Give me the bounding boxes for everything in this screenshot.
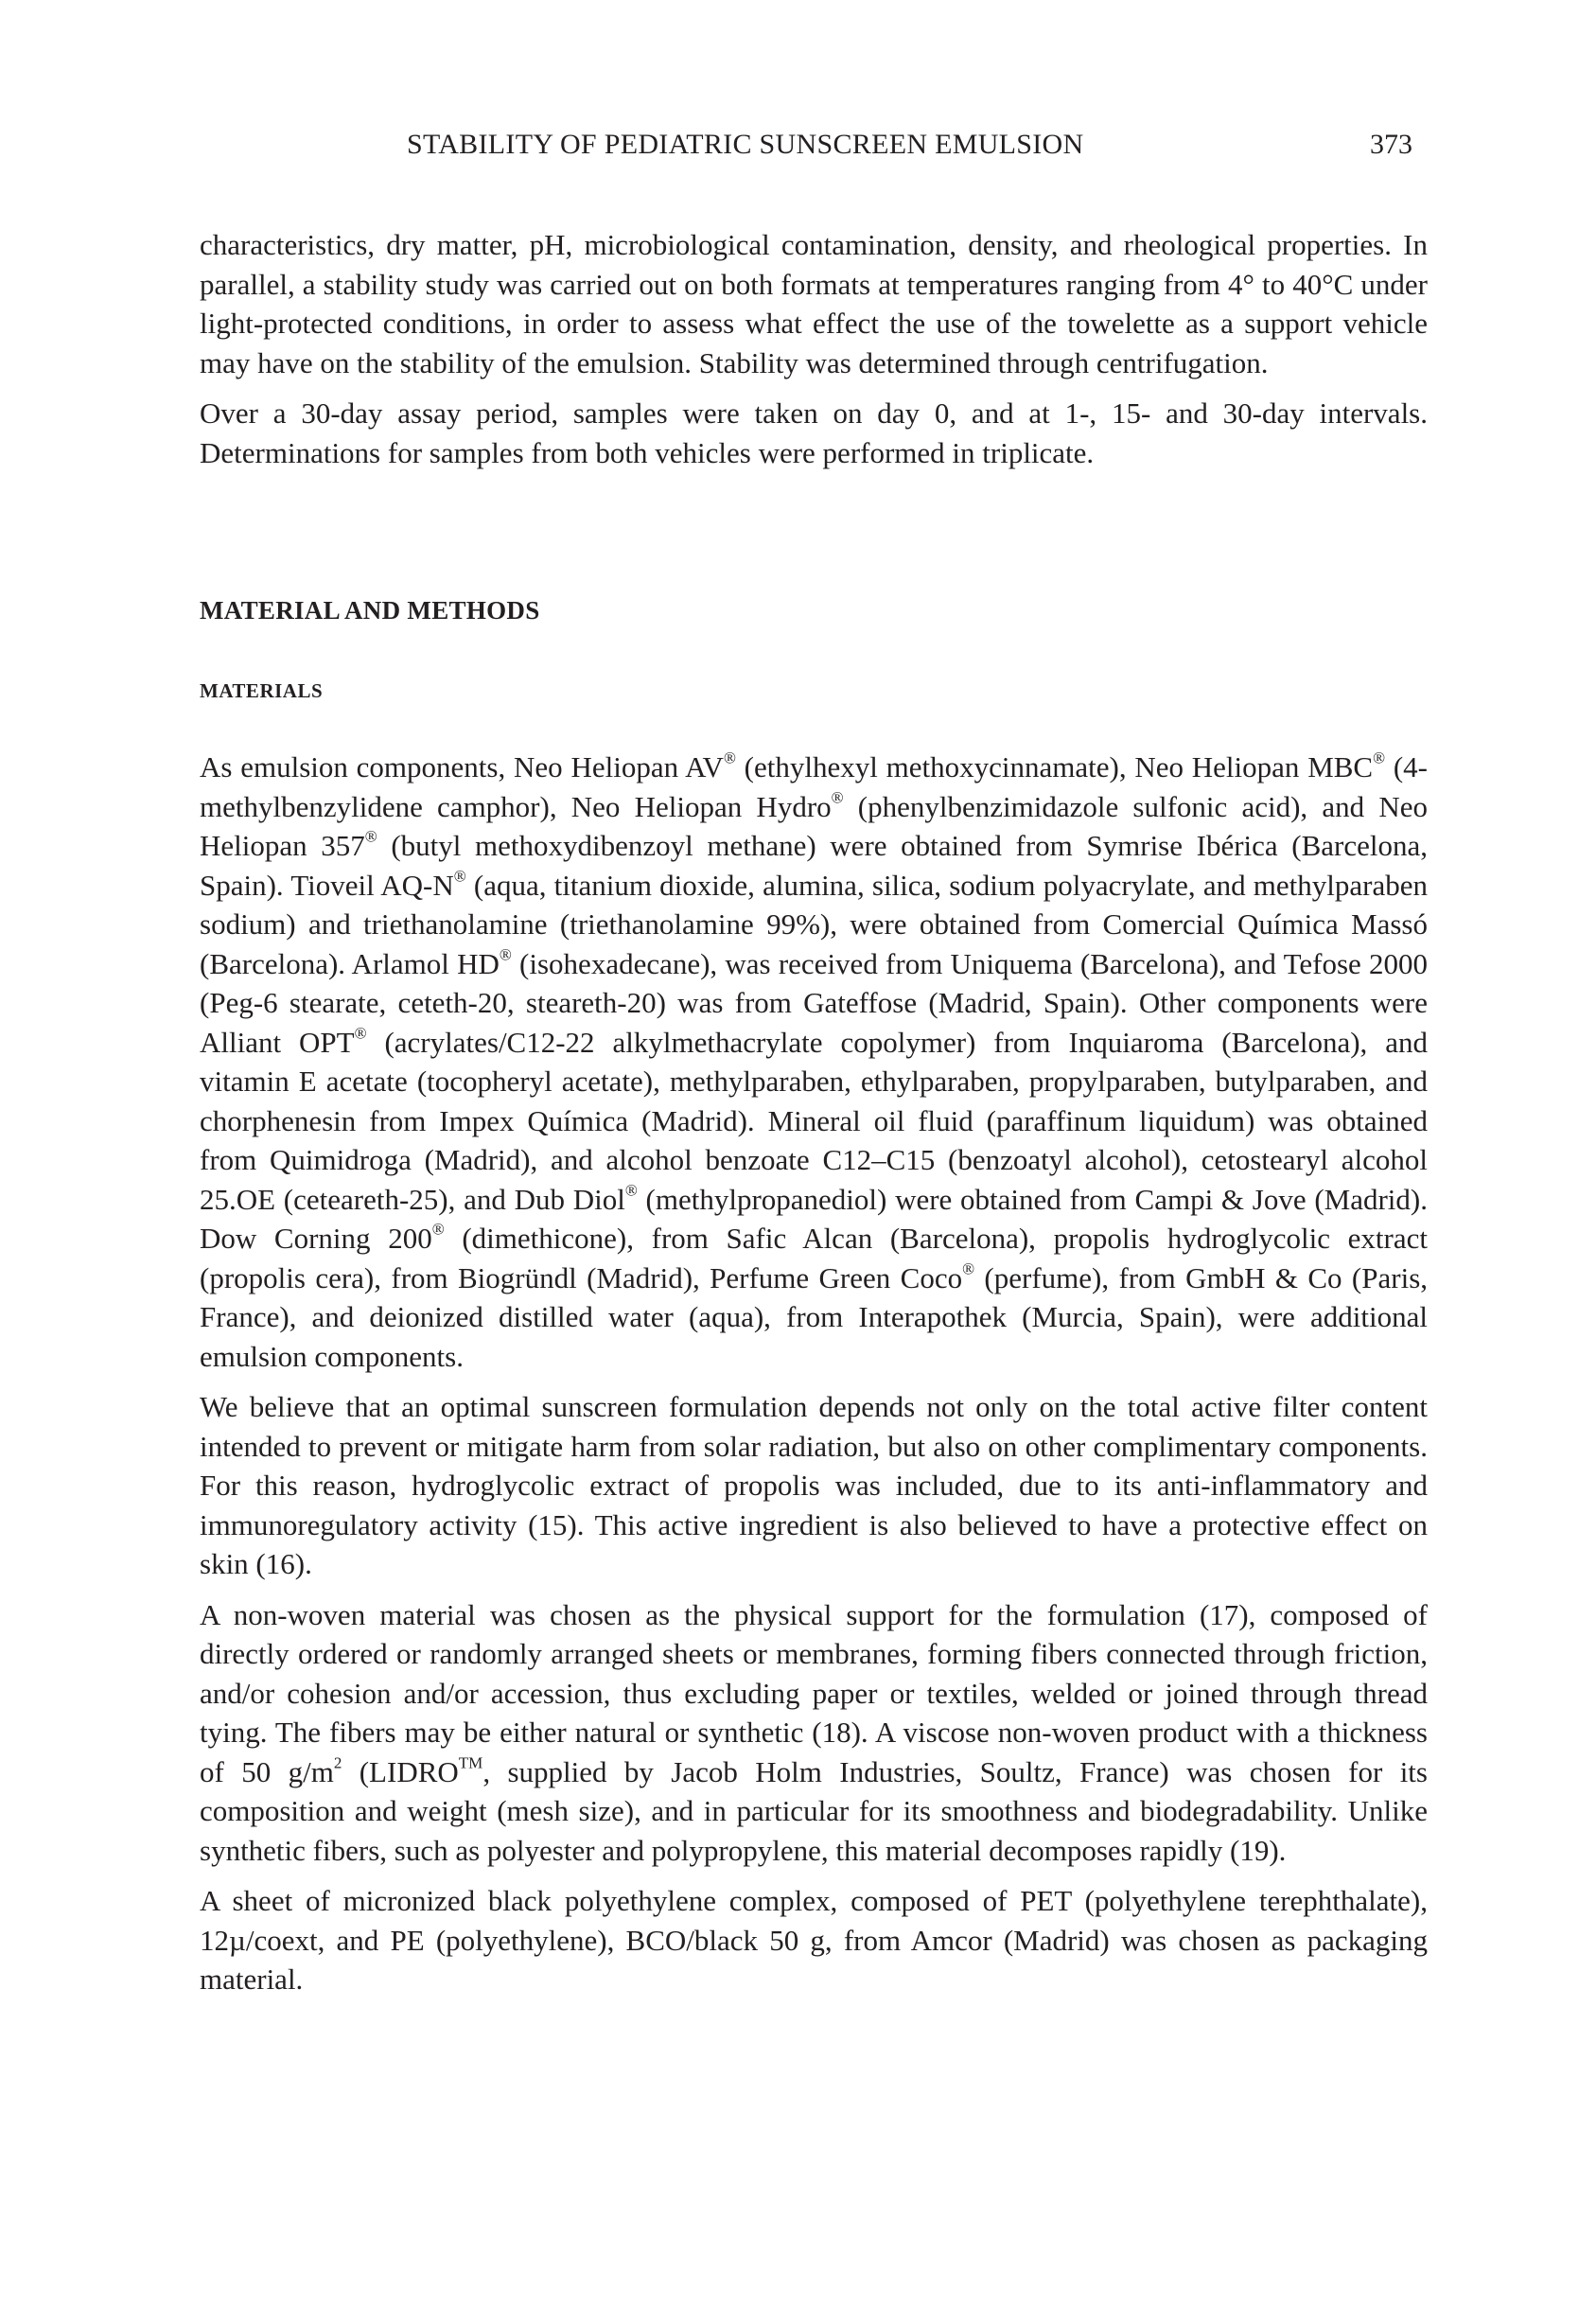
paragraph-components: As emulsion components, Neo Heliopan AV® (ethylhexyl methoxycinnamate), Neo Heliopan MBC® (4-methylbenzylidene camphor), Neo Heliopan Hydro® (phenylbenzimidazole sulfonic acid), and Neo Heliopan 357® (butyl methoxydibenzoyl methane) were obtained from Symrise Ibérica (Barcelona, Spain). Tioveil AQ-N® (aqua, titanium dioxide, alumina, silica, sodium polyacrylate, and methylparaben sodium) and triethanolamine (triethanolamine 99%), were obtained from Comercial Química Massó (Barcelona). Arlamol HD® (isohexadecane), was received from Uniquema (Barcelona), and Tefose 2000 (Peg-6 stearate, ceteth-20, steareth-20) was from Gateffose (Madrid, Spain). Other components were Alliant OPT® (acrylates/C12-22 alkylmethacrylate copolymer) from Inquiaroma (Barcelona), and vitamin E acetate (tocopheryl acetate), methylparaben, ethylparaben, propylparaben, butylparaben, and chorphenesin from Impex Química (Madrid). Mineral oil fluid (paraffinum liquidum) was obtained from Quimidroga (Madrid), and alcohol benzoate C12–C15 (benzoatyl alcohol), cetostearyl alcohol 25.OE (ceteareth-25), and Dub Diol® (methylpropanediol) were obtained from Campi & Jove (Madrid). Dow Corning 200® (dimethicone), from Safic Alcan (Barcelona), propolis hydroglycolic extract (propolis cera), from Biogründl (Madrid), Perfume Green Coco® (perfume), from GmbH & Co (Paris, France), and deionized distilled water (aqua), from Interapothek (Murcia, Spain), were additional emulsion components. (200, 748, 1429, 1373)
paragraph-packaging: A sheet of micronized black polyethylene complex, composed of PET (polyethylene terephthalate), 12µ/coext, and PE (polyethylene), BCO/black 50 g, from Amcor (Madrid) was chosen as packaging material. (200, 1884, 1428, 1996)
registered-mark: ® (723, 748, 736, 767)
paragraph: Over a 30-day assay period, samples were taken on day 0, and at 1-, 15- and 30-day intervals. Determinations for samples from both vehicles were performed in triplicate. (200, 396, 1428, 469)
registered-mark: ® (354, 1024, 367, 1043)
materials-text (200, 748, 1428, 1999)
page-number: 373 (1370, 129, 1412, 160)
registered-mark: ® (624, 1181, 638, 1200)
running-title: STABILITY OF PEDIATRIC SUNSCREEN EMULSION (407, 129, 1084, 160)
registered-mark: ® (453, 867, 466, 886)
superscript: 2 (333, 1753, 342, 1772)
registered-mark: ® (1373, 748, 1386, 767)
paragraph-non-woven: A non-woven material was chosen as the physical support for the formulation (17), composed of directly ordered or randomly arranged sheets or membranes, forming fibers connected through friction, and/or cohesion and/or accession, thus excluding paper or textiles, welded or joined through thread tying. The fibers may be either natural or synthetic (18). A viscose non-woven product with a thickness of 50 $g/m^2$ (LIDRO™, supplied by Jacob Holm Industries, Soultz, France) was chosen for its composition and weight (mesh size), and in particular for its smoothness and biodegradability. Unlike synthetic fibers, such as polyester and polypropylene, this material decomposes rapidly (19). (200, 1597, 1428, 1867)
registered-mark: ® (364, 827, 377, 846)
intro-text (200, 225, 1428, 472)
registered-mark: ® (499, 945, 512, 964)
subsection-heading: MATERIALS (200, 679, 324, 702)
trademark-mark: TM (458, 1753, 483, 1772)
section-heading: MATERIAL AND METHODS (200, 596, 540, 625)
registered-mark: ® (431, 1220, 445, 1239)
paragraph: characteristics, dry matter, pH, microbiological contamination, density, and rheological properties. In parallel, a stability study was carried out on both formats at temperatures ranging from 4° to 40°C under light-protected conditions, in order to assess what effect the use of the towelette as a support vehicle may have on the stability of the emulsion. Stability was determined through centrifugation. (200, 228, 1428, 379)
registered-mark: ® (962, 1259, 975, 1278)
paragraph-propolis: We believe that an optimal sunscreen formulation depends not only on the total active filter content intended to prevent or mitigate harm from solar radiation, but also on other complimentary components. For this reason, hydroglycolic extract of propolis was included, due to its anti-inflammatory and immunoregulatory activity (15). This active ingredient is also believed to have a protective effect on skin (16). (200, 1390, 1428, 1580)
running-head (0, 129, 1596, 167)
registered-mark: ® (831, 788, 844, 807)
